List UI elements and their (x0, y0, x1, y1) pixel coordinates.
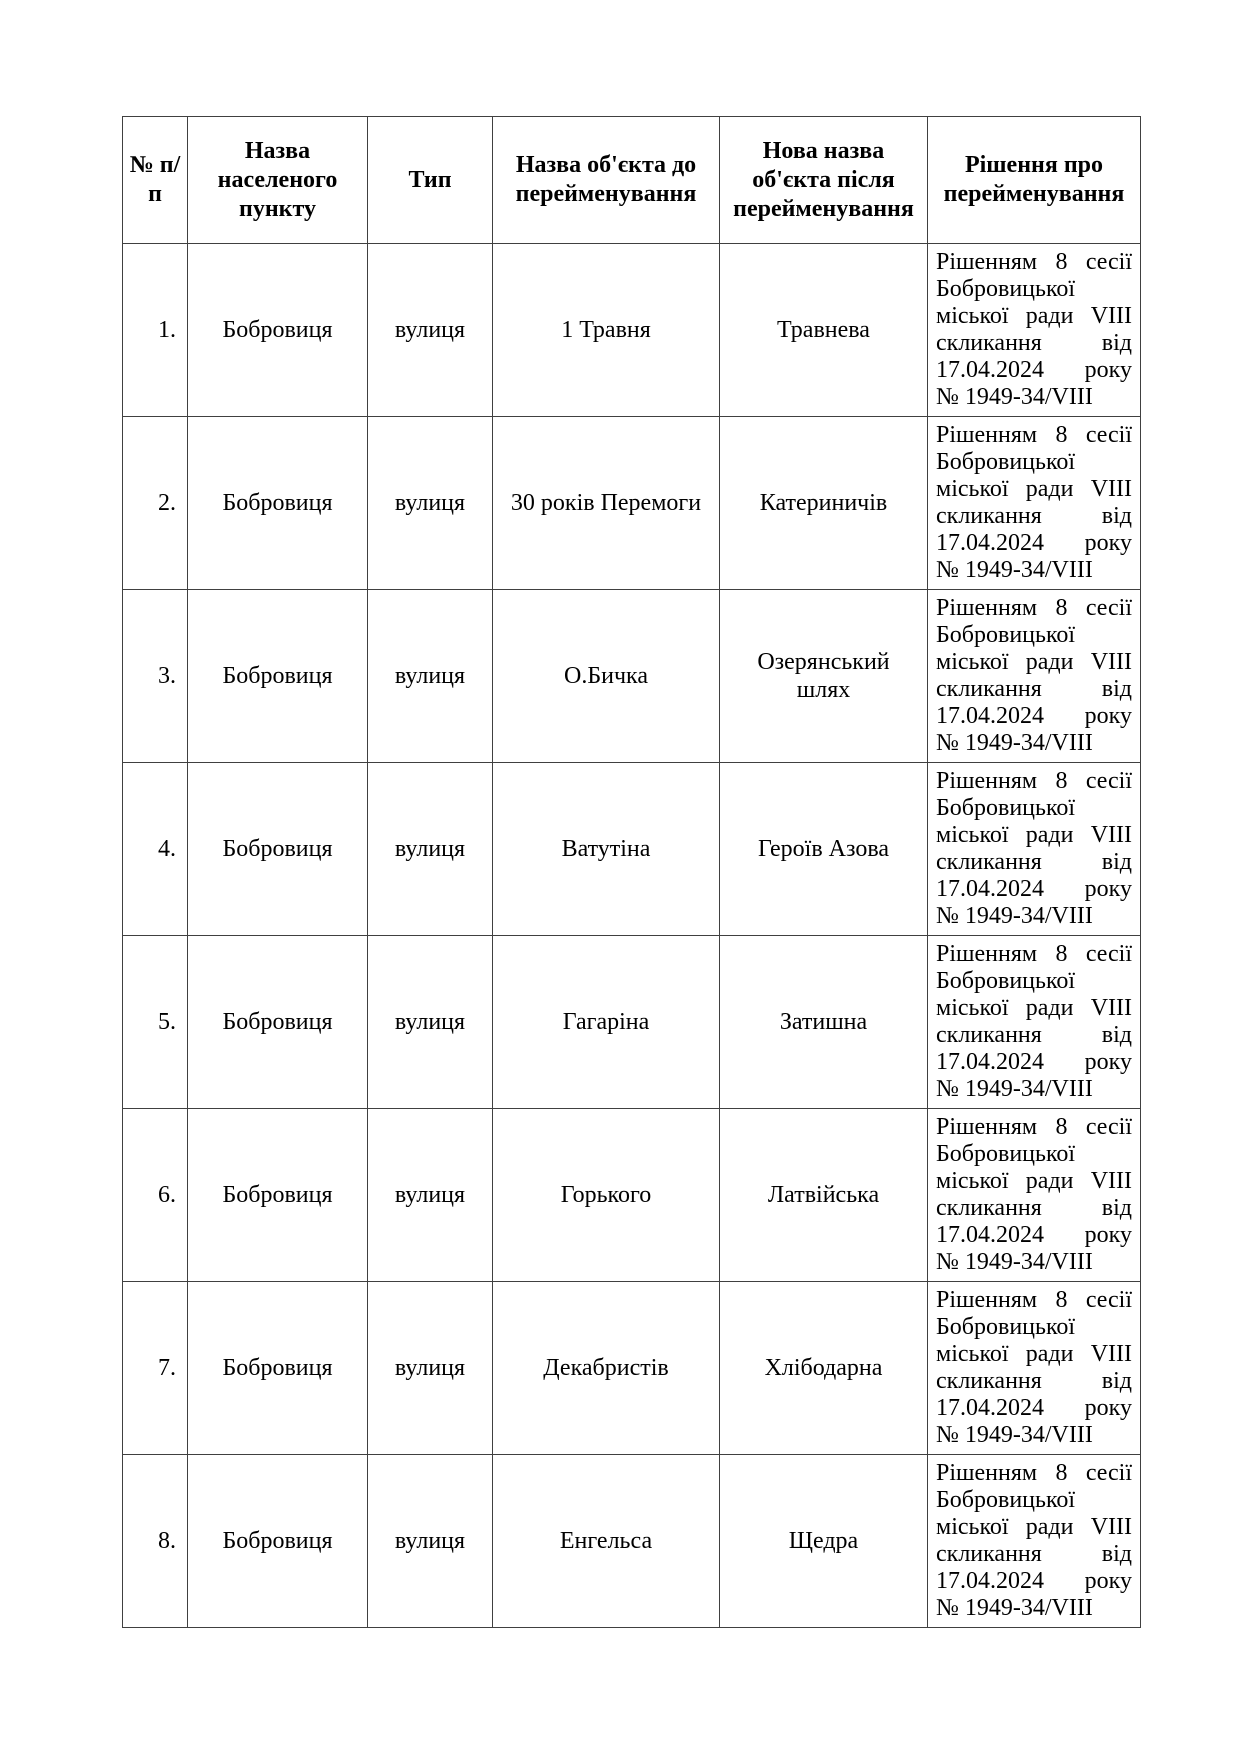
cell-num: 5. (123, 936, 188, 1109)
cell-old-name: Ватутіна (493, 763, 720, 936)
cell-decision (928, 763, 1141, 936)
decision-line: міської ради VIII (936, 995, 1132, 1021)
cell-old-name: Горького (493, 1109, 720, 1282)
decision-line: Бобровицької (936, 795, 1076, 821)
table-row (123, 1109, 1141, 1282)
cell-decision (928, 244, 1141, 417)
decision-line: № 1949-34/VIII (936, 1249, 1093, 1275)
decision-line: № 1949-34/VIII (936, 384, 1093, 410)
cell-old-name: Енгельса (493, 1455, 720, 1628)
cell-settlement: Бобровиця (188, 1109, 368, 1282)
cell-settlement: Бобровиця (188, 936, 368, 1109)
cell-type: вулиця (368, 1455, 493, 1628)
table-row (123, 590, 1141, 763)
decision-line: № 1949-34/VIII (936, 903, 1093, 929)
cell-new-name: Затишна (720, 936, 928, 1109)
decision-line: 17.04.2024 року (936, 357, 1132, 383)
decision-line: № 1949-34/VIII (936, 730, 1093, 756)
table-body (123, 244, 1141, 1628)
decision-line: Рішенням 8 сесії (936, 595, 1132, 621)
decision-line: 17.04.2024 року (936, 1568, 1132, 1594)
decision-line: Бобровицької (936, 1141, 1076, 1167)
decision-line: скликання від (936, 1195, 1132, 1221)
cell-decision (928, 936, 1141, 1109)
header-new-name: Нова назва об'єкта після перейменування (720, 117, 928, 244)
table-row (123, 1282, 1141, 1455)
decision-line: скликання від (936, 330, 1132, 356)
decision-line: Рішенням 8 сесії (936, 941, 1132, 967)
cell-type: вулиця (368, 417, 493, 590)
decision-line: міської ради VIII (936, 822, 1132, 848)
cell-old-name: Декабристів (493, 1282, 720, 1455)
cell-new-name: Героїв Азова (720, 763, 928, 936)
header-decision: Рішення про перейменування (928, 117, 1141, 244)
decision-line: скликання від (936, 1022, 1132, 1048)
cell-decision (928, 417, 1141, 590)
cell-num: 2. (123, 417, 188, 590)
cell-type: вулиця (368, 1282, 493, 1455)
street-renaming-table (122, 116, 1141, 1628)
decision-line: Рішенням 8 сесії (936, 768, 1132, 794)
cell-new-name: Катериничів (720, 417, 928, 590)
decision-line: 17.04.2024 року (936, 1222, 1132, 1248)
cell-settlement: Бобровиця (188, 244, 368, 417)
cell-num: 3. (123, 590, 188, 763)
decision-line: № 1949-34/VIII (936, 1595, 1093, 1621)
cell-new-name: Травнева (720, 244, 928, 417)
cell-num: 6. (123, 1109, 188, 1282)
cell-type: вулиця (368, 244, 493, 417)
cell-num: 1. (123, 244, 188, 417)
cell-decision (928, 590, 1141, 763)
cell-decision (928, 1109, 1141, 1282)
cell-decision (928, 1282, 1141, 1455)
cell-type: вулиця (368, 936, 493, 1109)
header-old-name: Назва об'єкта до перейменування (493, 117, 720, 244)
decision-line: Рішенням 8 сесії (936, 1287, 1132, 1313)
decision-line: скликання від (936, 849, 1132, 875)
cell-new-name: Щедра (720, 1455, 928, 1628)
cell-num: 4. (123, 763, 188, 936)
cell-settlement: Бобровиця (188, 417, 368, 590)
decision-line: скликання від (936, 503, 1132, 529)
decision-line: Бобровицької (936, 1314, 1076, 1340)
decision-line: скликання від (936, 676, 1132, 702)
cell-old-name: Гагаріна (493, 936, 720, 1109)
header-row (123, 117, 1141, 244)
decision-line: Рішенням 8 сесії (936, 422, 1132, 448)
decision-line: Рішенням 8 сесії (936, 249, 1132, 275)
cell-settlement: Бобровиця (188, 590, 368, 763)
cell-old-name: 1 Травня (493, 244, 720, 417)
cell-type: вулиця (368, 590, 493, 763)
table-row (123, 936, 1141, 1109)
decision-line: № 1949-34/VIII (936, 1076, 1093, 1102)
header-type: Тип (368, 117, 493, 244)
cell-new-name: Хлібодарна (720, 1282, 928, 1455)
cell-settlement: Бобровиця (188, 763, 368, 936)
decision-line: Бобровицької (936, 276, 1076, 302)
decision-line: 17.04.2024 року (936, 876, 1132, 902)
cell-num: 8. (123, 1455, 188, 1628)
decision-line: Бобровицької (936, 1487, 1076, 1513)
decision-line: Рішенням 8 сесії (936, 1114, 1132, 1140)
decision-line: міської ради VIII (936, 649, 1132, 675)
cell-old-name: О.Бичка (493, 590, 720, 763)
decision-line: 17.04.2024 року (936, 1049, 1132, 1075)
decision-line: Бобровицької (936, 968, 1076, 994)
table-row (123, 1455, 1141, 1628)
decision-line: міської ради VIII (936, 1341, 1132, 1367)
decision-line: міської ради VIII (936, 1168, 1132, 1194)
header-num: № п/п (123, 117, 188, 244)
cell-decision (928, 1455, 1141, 1628)
cell-type: вулиця (368, 763, 493, 936)
decision-line: скликання від (936, 1541, 1132, 1567)
table-row (123, 417, 1141, 590)
cell-new-name: Латвійська (720, 1109, 928, 1282)
decision-line: 17.04.2024 року (936, 1395, 1132, 1421)
cell-settlement: Бобровиця (188, 1282, 368, 1455)
cell-settlement: Бобровиця (188, 1455, 368, 1628)
decision-line: скликання від (936, 1368, 1132, 1394)
table-row (123, 763, 1141, 936)
decision-line: Бобровицької (936, 449, 1076, 475)
cell-type: вулиця (368, 1109, 493, 1282)
decision-line: № 1949-34/VIII (936, 1422, 1093, 1448)
table-row (123, 244, 1141, 417)
decision-line: Бобровицької (936, 622, 1076, 648)
decision-line: міської ради VIII (936, 476, 1132, 502)
cell-old-name: 30 років Перемоги (493, 417, 720, 590)
cell-new-name: Озерянський шлях (720, 590, 928, 763)
header-settlement: Назва населеного пункту (188, 117, 368, 244)
decision-line: міської ради VIII (936, 1514, 1132, 1540)
decision-line: 17.04.2024 року (936, 530, 1132, 556)
decision-line: 17.04.2024 року (936, 703, 1132, 729)
decision-line: № 1949-34/VIII (936, 557, 1093, 583)
cell-num: 7. (123, 1282, 188, 1455)
decision-line: міської ради VIII (936, 303, 1132, 329)
decision-line: Рішенням 8 сесії (936, 1460, 1132, 1486)
